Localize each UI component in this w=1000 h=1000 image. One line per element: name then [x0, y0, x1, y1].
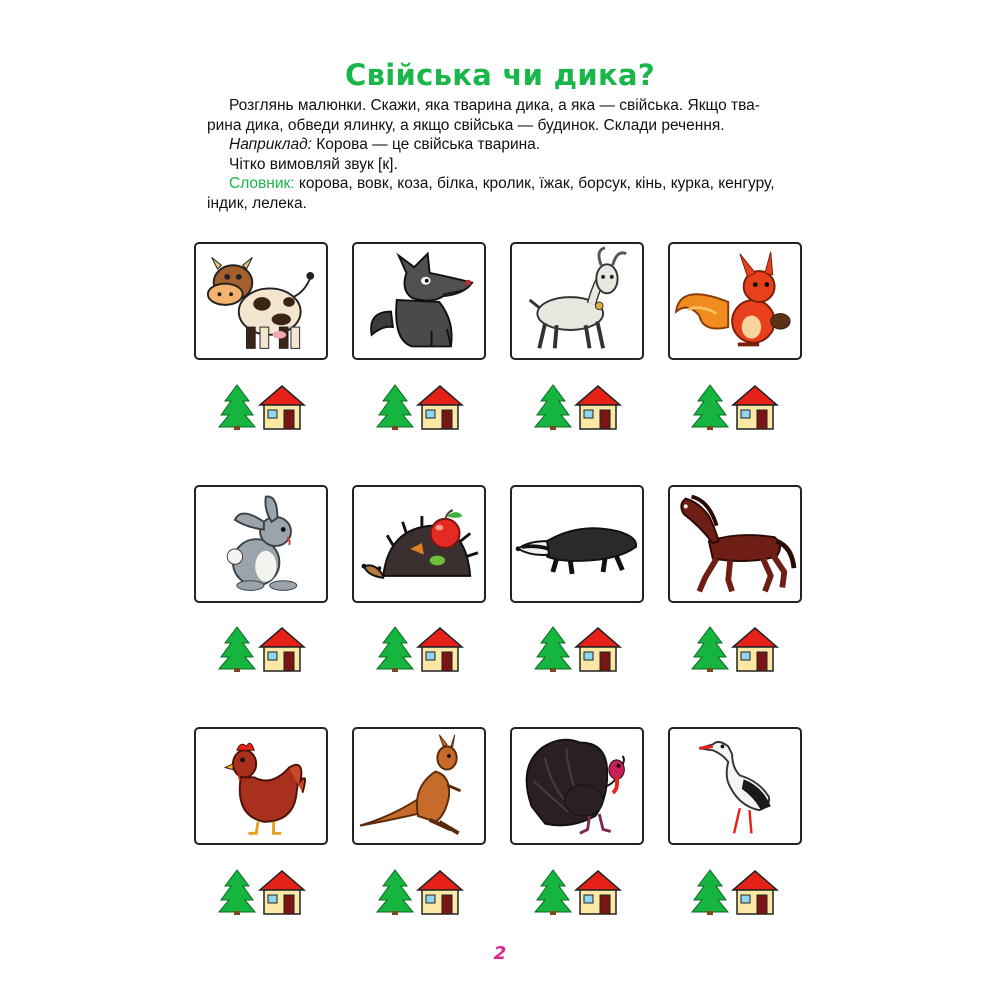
house-icon[interactable] [418, 386, 462, 429]
house-icon[interactable] [260, 871, 304, 914]
house-icon[interactable] [260, 628, 304, 671]
animal-card-stork [668, 727, 802, 845]
choice-wolf [375, 383, 471, 431]
page-number: 2 [493, 943, 507, 964]
wolf-picture [354, 244, 484, 358]
goat-picture [512, 244, 642, 358]
vocabulary-line [207, 174, 807, 194]
horse-picture [670, 487, 800, 601]
choice-goat [533, 383, 629, 431]
fir-tree-icon[interactable] [692, 627, 728, 672]
choice-cow [217, 383, 313, 431]
house-icon[interactable] [733, 628, 777, 671]
animal-card-cow [194, 242, 328, 360]
vocabulary-line-2: індик, лелека. [207, 194, 307, 212]
animal-card-hen [194, 727, 328, 845]
animal-card-badger [510, 485, 644, 603]
choice-stork [690, 868, 786, 916]
example-label: Наприклад: [229, 136, 312, 153]
badger-picture [512, 487, 642, 601]
vocabulary-label: Словник: [229, 175, 295, 192]
pronounce-line: Чітко вимовляй звук [к]. [229, 155, 398, 173]
animal-card-rabbit [194, 485, 328, 603]
rabbit-picture [196, 487, 326, 601]
house-icon[interactable] [576, 386, 620, 429]
choice-horse [690, 625, 786, 673]
fir-tree-icon[interactable] [692, 870, 728, 915]
instructions [207, 96, 807, 213]
house-icon[interactable] [576, 871, 620, 914]
choice-hedgehog [375, 625, 471, 673]
choice-turkey [533, 868, 629, 916]
animal-card-wolf [352, 242, 486, 360]
house-icon[interactable] [260, 386, 304, 429]
choice-hen [217, 868, 313, 916]
animal-card-turkey [510, 727, 644, 845]
animal-card-goat [510, 242, 644, 360]
fir-tree-icon[interactable] [377, 870, 413, 915]
kangaroo-picture [354, 729, 484, 843]
stork-picture [670, 729, 800, 843]
house-icon[interactable] [576, 628, 620, 671]
fir-tree-icon[interactable] [377, 627, 413, 672]
vocabulary-text: корова, вовк, коза, білка, кролик, їжак, борсук, кінь, курка, кенгуру, [294, 175, 775, 192]
animal-card-horse [668, 485, 802, 603]
fir-tree-icon[interactable] [535, 870, 571, 915]
example-text: Корова — це свійська тварина. [311, 136, 541, 153]
choice-rabbit [217, 625, 313, 673]
turkey-picture [512, 729, 642, 843]
example-line [207, 135, 807, 155]
cow-picture [196, 244, 326, 358]
house-icon[interactable] [418, 871, 462, 914]
choice-badger [533, 625, 629, 673]
fir-tree-icon[interactable] [219, 870, 255, 915]
page-title: Свійська чи дика? [344, 58, 655, 92]
house-icon[interactable] [418, 628, 462, 671]
fir-tree-icon[interactable] [692, 385, 728, 430]
choice-squirrel [690, 383, 786, 431]
instruction-line-1: Розглянь малюнки. Скажи, яка тварина дика, а яка — свійська. Якщо тва- [229, 97, 760, 114]
instruction-line-2: рина дика, обведи ялинку, а якщо свійська — будинок. Склади речення. [207, 116, 725, 134]
fir-tree-icon[interactable] [219, 385, 255, 430]
hen-picture [196, 729, 326, 843]
animal-card-hedgehog [352, 485, 486, 603]
choice-kangaroo [375, 868, 471, 916]
fir-tree-icon[interactable] [535, 385, 571, 430]
fir-tree-icon[interactable] [535, 627, 571, 672]
house-icon[interactable] [733, 386, 777, 429]
hedgehog-picture [354, 487, 484, 601]
house-icon[interactable] [733, 871, 777, 914]
animal-card-squirrel [668, 242, 802, 360]
animal-card-kangaroo [352, 727, 486, 845]
fir-tree-icon[interactable] [377, 385, 413, 430]
fir-tree-icon[interactable] [219, 627, 255, 672]
squirrel-picture [670, 244, 800, 358]
